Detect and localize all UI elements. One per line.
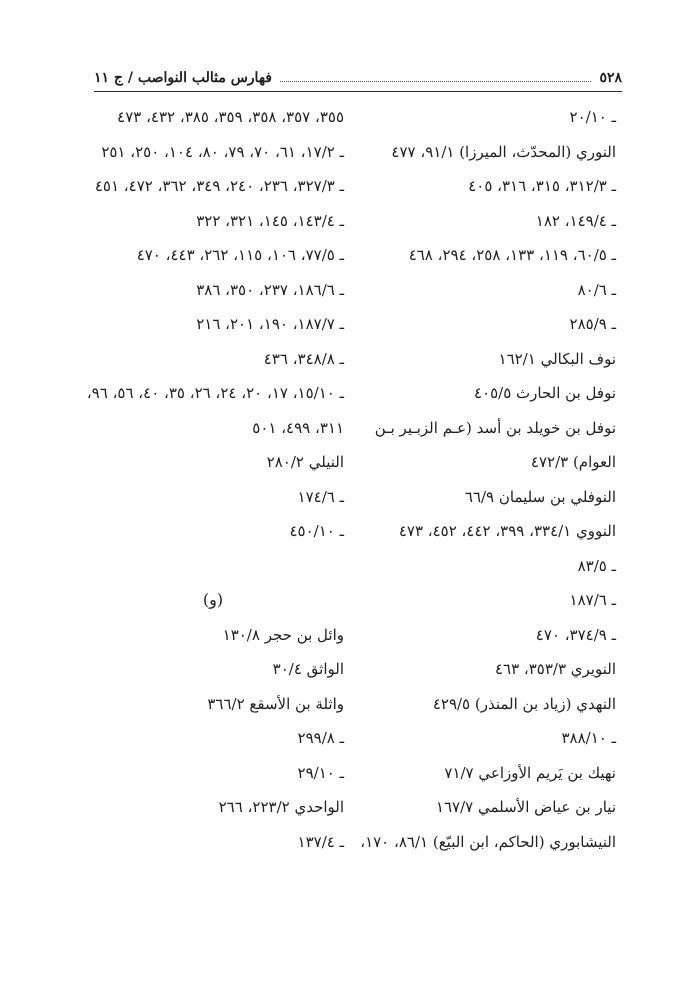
index-entry: العوام) ٤٧٢/٣ — [530, 453, 616, 471]
index-entry: نوفل بن خويلد بن أسد (عـم الزبـير بـن — [374, 418, 616, 437]
index-entry: ـ ١٧/٢، ٦١، ٧٠، ٧٩، ٨٠، ١٠٤، ٢٥٠، ٢٥١ — [101, 142, 344, 161]
index-entry: ٣١١، ٤٩٩، ٥٠١ — [252, 418, 344, 437]
index-entry: ـ ٢٩/١٠ — [297, 763, 344, 782]
index-entry: النووي ٣٣٤/١، ٣٩٩، ٤٤٢، ٤٥٢، ٤٧٣ — [398, 522, 616, 540]
index-entry: ـ ٢٩٩/٨ — [297, 729, 344, 747]
index-entry: واثلة بن الأسقع ٣٦٦/٢ — [207, 694, 344, 713]
index-entry: النهدي (زياد بن المنذر) ٤٢٩/٥ — [432, 694, 616, 713]
index-entry: ـ ٢٨٥/٩ — [569, 315, 616, 333]
index-entry: نهيك بن يَريم الأوزاعي ٧١/٧ — [444, 763, 616, 782]
index-entry: الواحدي ٢٢٣/٢، ٢٦٦ — [218, 798, 344, 816]
index-entry: ـ ١٤٩/٤، ١٨٢ — [535, 211, 616, 230]
index-entry — [82, 549, 344, 584]
section-letter-heading: (و) — [202, 590, 224, 609]
index-entry: ـ ١٨٦/٦، ٢٣٧، ٣٥٠، ٣٨٦ — [196, 280, 344, 299]
index-entry: ـ ١٨٧/٧، ١٩٠، ٢٠١، ٢١٦ — [196, 315, 344, 333]
index-entry: ـ ١٤٣/٤، ١٤٥، ٣٢١، ٣٢٢ — [196, 211, 344, 230]
index-entry: وائل بن حجر ١٣٠/٨ — [222, 625, 344, 644]
index-entry: الواثق ٣٠/٤ — [272, 660, 344, 678]
header-dot-leader — [280, 80, 591, 82]
index-entry: نيار بن عياض الأسلمي ١٦٧/٧ — [435, 798, 616, 816]
index-entry: النيلي ٢٨٠/٢ — [266, 453, 344, 471]
index-entry: ـ ٣١٢/٣، ٣١٥، ٣١٦، ٤٠٥ — [468, 177, 616, 195]
index-entry: ـ ٣٧٤/٩، ٤٧٠ — [535, 625, 616, 644]
index-entry: ـ ١٣٧/٤ — [297, 832, 344, 851]
index-entry: النوري (المحدّث، الميرزا) ٩١/١، ٤٧٧ — [391, 142, 616, 161]
index-entry: ـ ١٧٤/٦ — [297, 487, 344, 506]
right-column — [354, 100, 616, 859]
index-entry: النيشابوري (الحاكم، ابن البيّع) ٨٦/١، ١٧٠، — [360, 832, 616, 851]
index-entry: ـ ٤٥٠/١٠ — [289, 522, 344, 540]
page-number: ٥٢٨ — [599, 70, 622, 86]
index-entry: ـ ١٨٧/٦ — [569, 591, 616, 609]
index-entry: نوف البكالي ١٦٢/١ — [498, 349, 616, 368]
index-entry: ـ ٨٠/٦ — [577, 280, 616, 299]
index-entry: ـ ٦٠/٥، ١١٩، ١٣٣، ٢٥٨، ٢٩٤، ٤٦٨ — [408, 246, 616, 264]
index-entry: ـ ٣٨٨/١٠ — [561, 729, 616, 747]
page-header — [94, 62, 622, 92]
running-title: فهارس مثالب النواصب / ج ١١ — [94, 70, 272, 86]
index-entry: ـ ٨٣/٥ — [577, 556, 616, 575]
index-entry: ٣٥٥، ٣٥٧، ٣٥٨، ٣٥٩، ٣٨٥، ٤٣٢، ٤٧٣ — [117, 108, 344, 126]
index-entry: النويري ٣٥٣/٣، ٤٦٣ — [494, 660, 616, 678]
index-entry: ـ ٧٧/٥، ١٠٦، ١١٥، ٢٦٢، ٤٤٣، ٤٧٠ — [136, 246, 344, 264]
index-entry: نوفل بن الحارث ٤٠٥/٥ — [474, 384, 616, 402]
index-entry: ـ ٣٤٨/٨، ٤٣٦ — [263, 349, 344, 368]
left-column — [82, 100, 344, 859]
index-entry: ـ ٢٠/١٠ — [569, 108, 616, 126]
index-entry: ـ ٣٢٧/٣، ٢٣٦، ٢٤٠، ٣٤٩، ٣٦٢، ٤٧٢، ٤٥١ — [94, 177, 344, 195]
index-entry: النوفلي بن سليمان ٦٦/٩ — [464, 487, 616, 506]
index-entry: ـ ١٥/١٠، ١٧، ٢٠، ٢٤، ٢٦، ٣٥، ٤٠، ٥٦، ٩٦، — [86, 384, 344, 402]
